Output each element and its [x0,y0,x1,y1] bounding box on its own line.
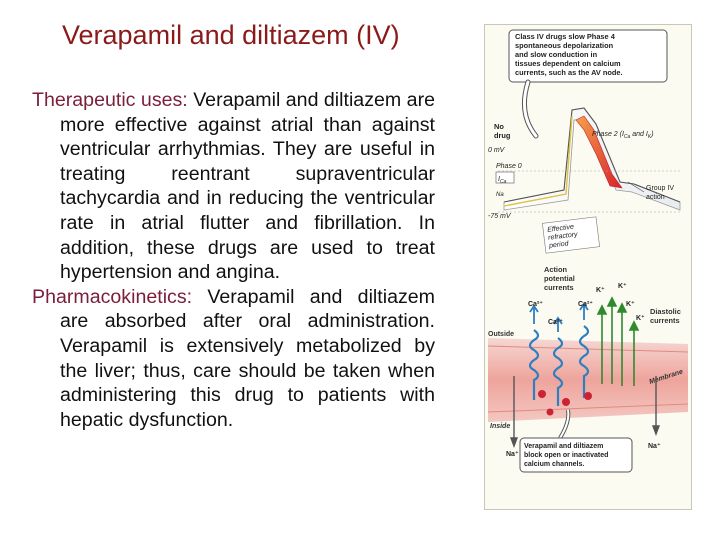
figure-frame [485,25,692,510]
neg75-mv-label: -75 mV [488,213,511,220]
pharmacokinetics-label: Pharmacokinetics: [32,285,193,308]
callout-line: currents, such as the AV node. [515,68,623,77]
membrane-label: Membrane [648,368,684,386]
phase2-label: Phase 2 ($I_{Ca}$ and $I_K$) [592,131,654,140]
drug-block-callout [520,438,632,472]
k-ion-label: K⁺ [618,283,627,290]
therapeutic-uses-label: Therapeutic uses: [32,89,188,111]
action-potential-currents-label: Action potential currents [544,265,575,292]
figure-illustration [484,24,692,510]
class-iv-drug-figure [484,24,692,510]
k-ion-label: K⁺ [636,315,645,322]
ca-ion-label: Ca²⁺ [548,319,563,326]
therapeutic-uses-text: Verapamil and diltiazem are more effective against atrial than against ventricular arrhythmias. They are useful in treating reentrant supraventricular tachycardia and in reducing the ventricular rate in atrial flutter and fibrillation. In addition, these drugs are used to treat hypertension and angina. [60,89,435,284]
slide-body [32,88,435,432]
na-ion-label: Na⁺ [506,451,519,458]
k-ion-label: K⁺ [626,301,635,308]
na-ion-label: Na⁺ [648,443,661,450]
outside-label: Outside [488,331,515,338]
therapeutic-uses-paragraph [32,88,435,285]
slide-title: Verapamil and diltiazem (IV) [62,20,400,50]
group-iv-label: Group IV action [646,185,675,201]
ica-label: $I_{Ca}$ [498,176,507,185]
ion-labels: Ca²⁺ [528,301,543,308]
callout-line: spontaneous depolarization [515,41,614,50]
callout-line: and slow conduction in [515,50,598,59]
callout-line: tissues dependent on calcium [515,59,621,68]
refractory-period-callout [542,217,599,253]
pharmacokinetics-text: Verapamil and diltiazem are absorbed after oral administration. Verapamil is extensively metabolized by the liver; thus, care should be taken when administering this drug to patients with hepatic dysfunction. [60,285,435,431]
callout-line: Class IV drugs slow Phase 4 [515,32,615,41]
zero-mv-label: 0 mV [488,147,505,154]
k-ion-label: K⁺ [596,287,605,294]
diastolic-currents-label: Diastolic currents [650,307,681,325]
no-drug-label: No drug [494,122,511,140]
svg-text:Verapamil and diltiazem: Verapamil and diltiazem block open or inactivated calcium channels. [524,443,609,468]
na-short-label: Na [496,192,504,198]
svg-text:Effective refractory: Effective refractory period [546,223,579,250]
ca-ion-label: Ca²⁺ [578,301,593,308]
phase0-label: Phase 0 [496,163,522,170]
inside-label: Inside [490,423,511,430]
pharmacokinetics-paragraph [32,285,435,433]
class-iv-callout [509,30,667,82]
